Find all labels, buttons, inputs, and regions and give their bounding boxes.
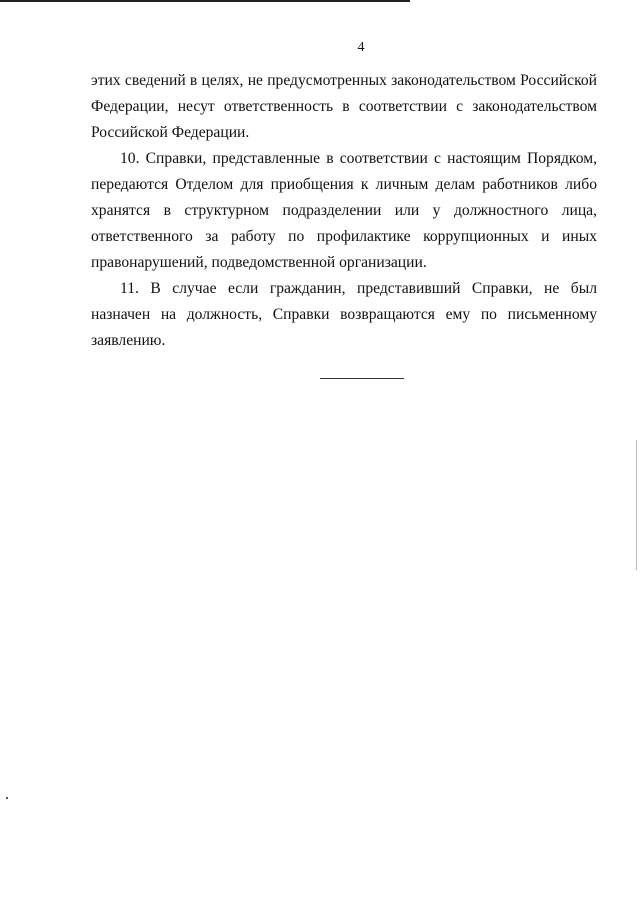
paragraph-item-10: 10. Справки, представленные в соответствии с настоящим Порядком, передаются Отделом для приобщения к личным делам работников либо хранятся в структурном подразделении или у должностного лица, ответственного за работу по профилактике коррупционных и иных правонарушений, подведомственной организации. [91,150,597,271]
scan-speck [6,797,8,799]
paragraph-continuation: этих сведений в целях, не предусмотренных законодательством Российской Федерации, несут ответственность в соответствии с законодательством Российской Федерации. [91,72,597,141]
top-edge-line [0,0,410,2]
scan-edge-mark [636,440,637,570]
document-body [91,68,597,354]
end-of-text-line [320,378,404,379]
paragraph-item-11: 11. В случае если гражданин, представивший Справки, не был назначен на должность, Справки возвращаются ему по письменному заявлению. [91,280,597,349]
page-number: 4 [357,40,365,55]
